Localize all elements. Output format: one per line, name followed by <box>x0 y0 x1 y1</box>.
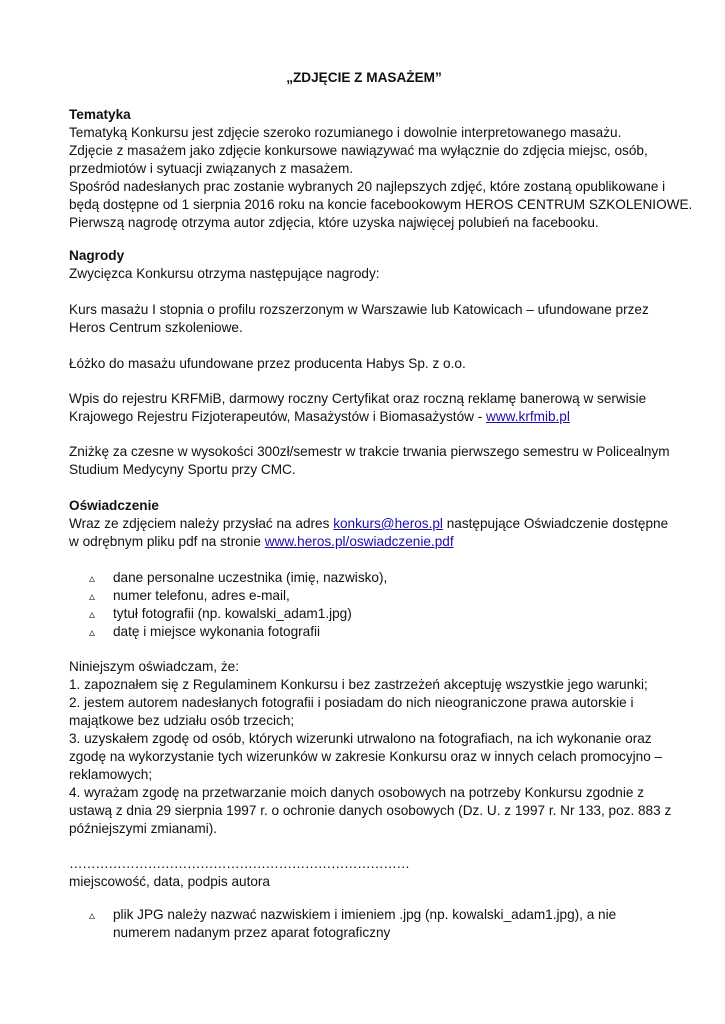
paragraph-line: 4. wyrażam zgodę na przetwarzanie moich danych osobowych na potrzeby Konkursu zgodnie z <box>69 785 645 800</box>
prize-2 <box>69 355 669 373</box>
paragraph-line <box>69 515 669 533</box>
section-heading-tematyka: Tematyka <box>69 107 131 122</box>
declaration <box>69 658 672 838</box>
paragraph-line: 2. jestem autorem nadesłanych fotografii i posiadam do nich nieograniczone prawa autorskie i <box>69 695 634 710</box>
list-item <box>89 906 616 942</box>
paragraph-line: 1. zapoznałem się z Regulaminem Konkursu i bez zastrzeżeń akceptuję wszystkie jego warunki; <box>69 677 648 692</box>
paragraph-text: Krajowego Rejestru Fizjoterapeutów, Masażystów i Biomasażystów - <box>69 409 487 424</box>
krfmib-link[interactable]: www.krfmib.pl <box>486 409 570 424</box>
paragraph-line: późniejszymi zmianami). <box>69 821 218 836</box>
pdf-link[interactable]: www.heros.pl/oswiadczenie.pdf <box>264 534 454 549</box>
paragraph-line: Heros Centrum szkoleniowe. <box>69 320 243 335</box>
paragraph-line: Tematyką Konkursu jest zdjęcie szeroko rozumianego i dowolnie interpretowanego masażu. <box>69 125 622 140</box>
document-title: „ZDJĘCIE Z MASAŻEM” <box>286 70 442 85</box>
paragraph-line: Zniżkę za czesne w wysokości 300zł/semestr w trakcie trwania pierwszego semestru w Policealnym <box>69 444 670 459</box>
section-heading-nagrody: Nagrody <box>69 248 125 263</box>
prize-3 <box>69 390 669 426</box>
paragraph-line: Łóżko do masażu ufundowane przez producenta Habys Sp. z o.o. <box>69 356 466 371</box>
prize-1 <box>69 301 669 337</box>
paragraph-text: następujące Oświadczenie dostępne <box>442 516 669 531</box>
prize-4 <box>69 443 669 479</box>
triangle-bullet-icon: ▵ <box>89 589 96 603</box>
triangle-bullet-icon: ▵ <box>89 607 96 621</box>
paragraph-text: w odrębnym pliku pdf na stronie <box>69 534 265 549</box>
triangle-bullet-icon: ▵ <box>89 571 96 585</box>
list-item-text: plik JPG należy nazwać nazwiskiem i imieniem .jpg (np. kowalski_adam1.jpg), a nie <box>113 907 617 922</box>
paragraph-line: przedmiotów i sytuacji związanych z masażem. <box>69 161 354 176</box>
paragraph-line: zgodę na wykorzystanie tych wizerunków w zakresie Konkursu oraz w innych celach promocyjno – <box>69 749 663 764</box>
final-note-list <box>89 906 616 942</box>
list-item-text: dane personalne uczestnika (imię, nazwisko), <box>113 570 388 585</box>
paragraph-line: Wpis do rejestru KRFMiB, darmowy roczny Certyfikat oraz roczną reklamę banerową w serwisie <box>69 391 647 406</box>
paragraph-line <box>69 408 669 426</box>
paragraph-line <box>69 533 669 551</box>
list-item-text: numerem nadanym przez aparat fotograficzny <box>113 925 391 940</box>
list-item-text: datę i miejsce wykonania fotografii <box>113 624 321 639</box>
paragraph-line: Pierwszą nagrodę otrzyma autor zdjęcia, które uzyska najwięcej polubień na facebooku. <box>69 215 599 230</box>
list-item <box>89 623 387 641</box>
section-nagrody <box>69 247 669 283</box>
signature-block <box>69 855 669 891</box>
section-heading-oswiadczenie: Oświadczenie <box>69 498 159 513</box>
paragraph-line: 3. uzyskałem zgodę od osób, których wizerunki utrwalono na fotografiach, na ich wykonanie oraz <box>69 731 652 746</box>
paragraph-line: Zdjęcie z masażem jako zdjęcie konkursowe nawiązywać ma wyłącznie do zdjęcia miejsc, osób, <box>69 143 648 158</box>
section-oswiadczenie <box>69 497 669 551</box>
required-data-list <box>89 569 387 641</box>
email-link[interactable]: konkurs@heros.pl <box>333 516 443 531</box>
list-item-text: numer telefonu, adres e-mail, <box>113 588 290 603</box>
paragraph-text: Wraz ze zdjęciem należy przysłać na adres <box>69 516 334 531</box>
list-item-text: tytuł fotografii (np. kowalski_adam1.jpg) <box>113 606 352 621</box>
paragraph-line: Kurs masażu I stopnia o profilu rozszerzonym w Warszawie lub Katowicach – ufundowane przez <box>69 302 649 317</box>
section-tematyka <box>69 106 693 232</box>
list-item <box>89 587 387 605</box>
paragraph-line: Studium Medycyny Sportu przy CMC. <box>69 462 296 477</box>
list-item <box>89 569 387 587</box>
triangle-bullet-icon: ▵ <box>89 908 96 922</box>
paragraph-line: Spośród nadesłanych prac zostanie wybranych 20 najlepszych zdjęć, które zostaną opublikowane i <box>69 179 666 194</box>
signature-dots: …………………………………………………………………… <box>69 856 410 871</box>
paragraph-line: reklamowych; <box>69 767 153 782</box>
paragraph-line: Niniejszym oświadczam, że: <box>69 659 239 674</box>
paragraph-line: ustawą z dnia 29 sierpnia 1997 r. o ochronie danych osobowych (Dz. U. z 1997 r. Nr 133, poz. 883 z <box>69 803 672 818</box>
triangle-bullet-icon: ▵ <box>89 625 96 639</box>
signature-label: miejscowość, data, podpis autora <box>69 874 270 889</box>
paragraph-line: Zwycięzca Konkursu otrzyma następujące nagrody: <box>69 266 380 281</box>
list-item <box>89 605 387 623</box>
paragraph-line: majątkowe bez udziału osób trzecich; <box>69 713 295 728</box>
paragraph-line: będą dostępne od 1 sierpnia 2016 roku na koncie facebookowym HEROS CENTRUM SZKOLENIOWE. <box>69 197 693 212</box>
